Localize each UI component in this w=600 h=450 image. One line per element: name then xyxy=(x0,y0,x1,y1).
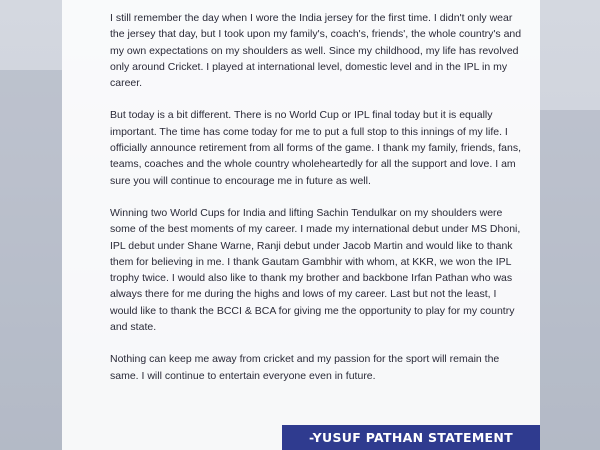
paragraph-2: But today is a bit different. There is no World Cup or IPL final today but it is equally important. The time has come today for me to put a full stop to this innings of my life. I officially announce retirement from all forms of the game. I thank my family, friends, fans, teams, coaches and the whole country wholeheartedly for all the support and love. I am sure you will continue to encourage me in future as well. xyxy=(110,109,522,187)
paragraph-4: Nothing can keep me away from cricket and my passion for the sport will remain the same. I will continue to entertain everyone even in future. xyxy=(110,353,500,382)
signature-banner: -YUSUF PATHAN STATEMENT xyxy=(282,425,540,450)
paragraph-1: I still remember the day when I wore the India jersey for the first time. I didn't only wear the jersey that day, but I took upon my family's, coach's, friends', the whole country's and my own expectations on my shoulders as well. Since my childhood, my life has revolved only around Cricket. I played at international level, domestic level and in the IPL in my career. xyxy=(110,12,522,90)
paragraph-3: Winning two World Cups for India and lifting Sachin Tendulkar on my shoulders were some of the best moments of my career. I made my international debut under MS Dhoni, IPL debut under Shane Warne, Ranji debut under Jacob Martin and would like to thank them for believing in me. I thank Gautam Gambhir with whom, at KKR, we won the IPL trophy twice. I would also like to thank my brother and backbone Irfan Pathan who was always there for me during the highs and lows of my career. Last but not the least, I would like to thank the BCCI & BCA for giving me the opportunity to play for my country and state. xyxy=(110,206,521,334)
background-figure-left xyxy=(0,70,62,450)
background-figure-right xyxy=(540,110,600,450)
statement-text xyxy=(110,10,522,400)
